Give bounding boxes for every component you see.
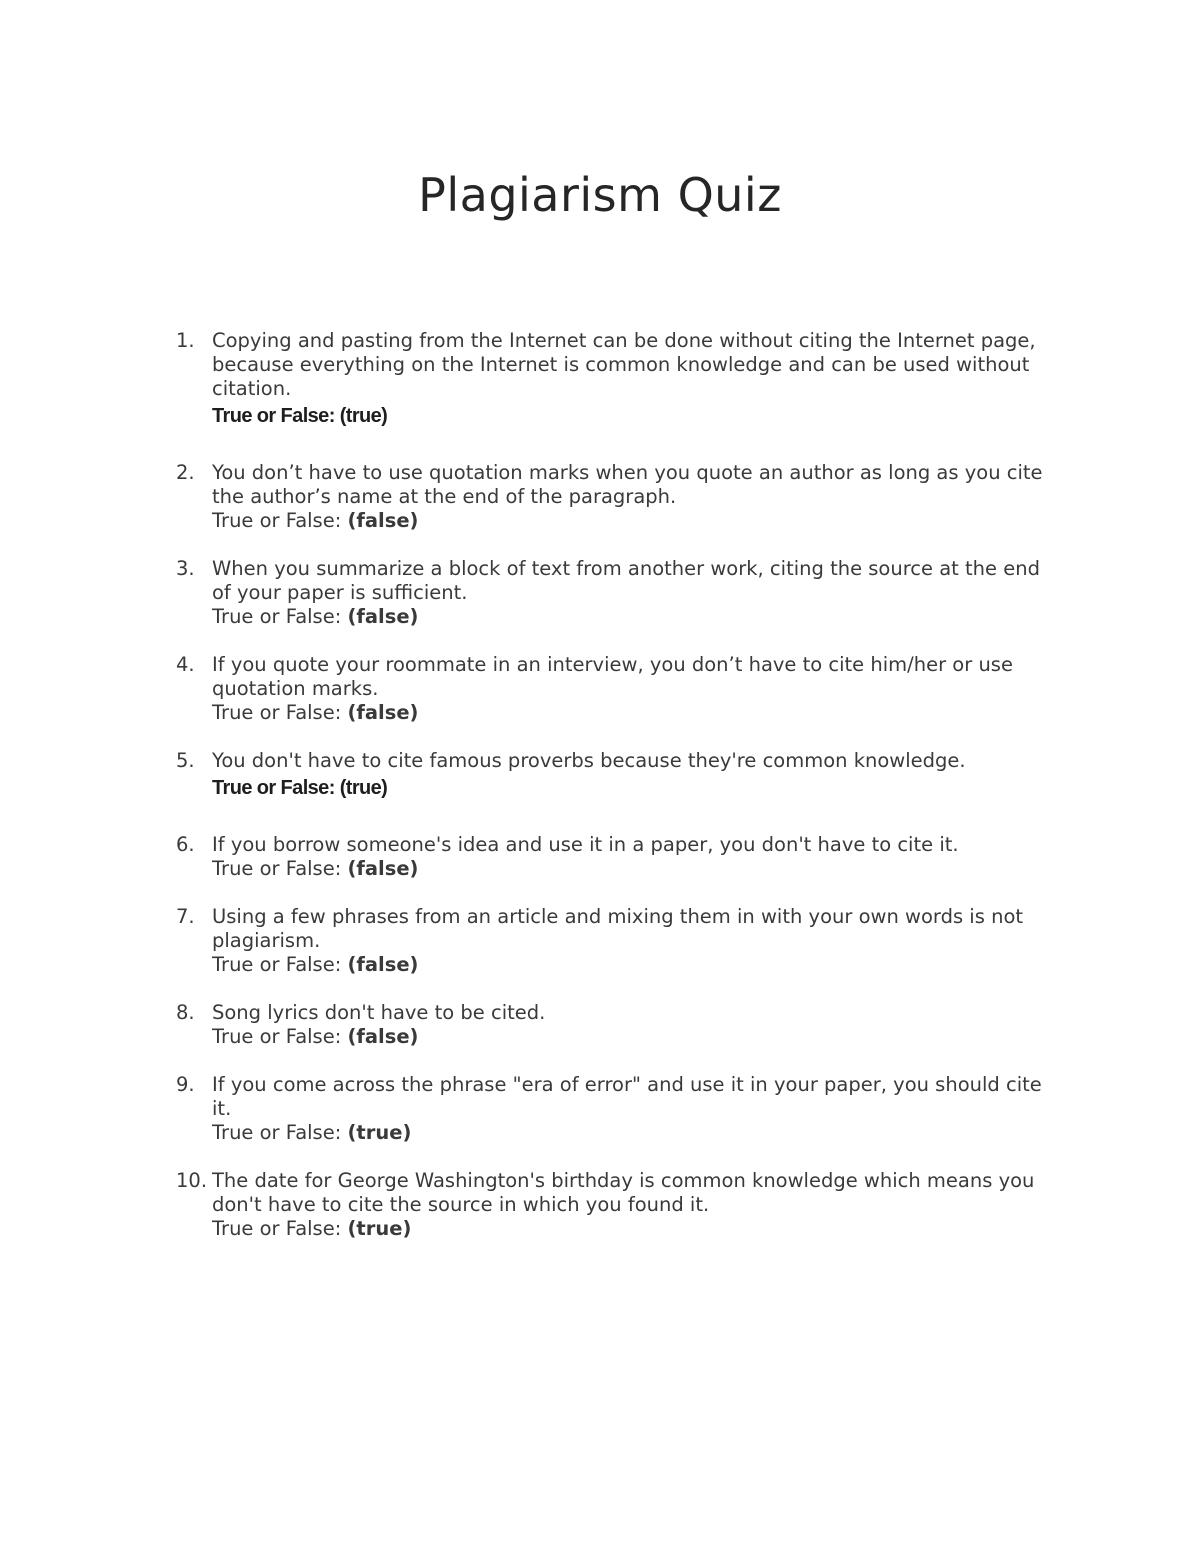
quiz-item-7 — [176, 905, 1076, 977]
quiz-item-8 — [176, 1001, 1076, 1049]
quiz-item-6 — [176, 833, 1076, 881]
quiz-item-4 — [176, 653, 1076, 725]
answer-value: (false) — [347, 953, 419, 976]
quiz-item-2 — [176, 461, 1076, 533]
answer-value: (false) — [347, 701, 419, 724]
quiz-item-3 — [176, 557, 1076, 629]
question-number: 3. — [176, 557, 195, 580]
answer-line — [212, 1121, 1076, 1145]
question-number: 1. — [176, 329, 195, 352]
answer-line — [212, 953, 1076, 977]
quiz-item-10 — [176, 1169, 1076, 1241]
answer-value: (true) — [347, 1217, 412, 1240]
question-number: 10. — [176, 1169, 208, 1192]
quiz-item-5 — [176, 749, 1076, 803]
answer-prefix: True or False: — [212, 701, 348, 724]
answer-value: (true) — [347, 1121, 412, 1144]
answer-line — [212, 1025, 1076, 1049]
question-number: 6. — [176, 833, 195, 856]
page-title: Plagiarism Quiz — [418, 168, 782, 222]
answer-prefix: True or False: — [212, 953, 348, 976]
answer-value: (false) — [347, 509, 419, 532]
answer-value: (false) — [347, 605, 419, 628]
quiz-item-9 — [176, 1073, 1076, 1145]
question-number: 8. — [176, 1001, 195, 1024]
answer-line — [212, 1217, 1076, 1241]
question-text: The date for George Washington's birthday is common knowledge which means you don't have to cite the source in which you found it. — [212, 1169, 1035, 1216]
answer-prefix: True or False: — [212, 405, 340, 427]
answer-value: (false) — [347, 857, 419, 880]
question-number: 7. — [176, 905, 195, 928]
answer-value: (false) — [347, 1025, 419, 1048]
question-number: 2. — [176, 461, 195, 484]
question-text: You don’t have to use quotation marks when you quote an author as long as you cite the author’s name at the end of the paragraph. — [212, 461, 1043, 508]
question-number: 5. — [176, 749, 195, 772]
question-text: You don't have to cite famous proverbs because they're common knowledge. — [212, 749, 966, 772]
question-text: Using a few phrases from an article and mixing them in with your own words is not plagiarism. — [212, 905, 1024, 952]
answer-prefix: True or False: — [212, 857, 348, 880]
answer-prefix: True or False: — [212, 509, 348, 532]
question-text: When you summarize a block of text from another work, citing the source at the end of your paper is sufficient. — [212, 557, 1040, 604]
answer-line — [212, 857, 1076, 881]
quiz-list — [176, 329, 1076, 1241]
question-number: 4. — [176, 653, 195, 676]
answer-line — [212, 401, 1076, 431]
answer-value: (true) — [339, 405, 388, 427]
answer-line — [212, 509, 1076, 533]
question-text: If you come across the phrase "era of error" and use it in your paper, you should cite it. — [212, 1073, 1042, 1120]
question-text: If you quote your roommate in an interview, you don’t have to cite him/her or use quotation marks. — [212, 653, 1013, 700]
question-text: Song lyrics don't have to be cited. — [212, 1001, 546, 1024]
answer-line — [212, 773, 1076, 803]
answer-prefix: True or False: — [212, 777, 340, 799]
question-number: 9. — [176, 1073, 195, 1096]
answer-prefix: True or False: — [212, 1217, 348, 1240]
question-text: If you borrow someone's idea and use it in a paper, you don't have to cite it. — [212, 833, 959, 856]
answer-prefix: True or False: — [212, 1121, 348, 1144]
question-text: Copying and pasting from the Internet can be done without citing the Internet page, because everything on the Internet is common knowledge and can be used without citation. — [212, 329, 1036, 400]
answer-value: (true) — [339, 777, 388, 799]
answer-prefix: True or False: — [212, 605, 348, 628]
answer-line — [212, 701, 1076, 725]
answer-line — [212, 605, 1076, 629]
quiz-item-1 — [176, 329, 1076, 431]
answer-prefix: True or False: — [212, 1025, 348, 1048]
